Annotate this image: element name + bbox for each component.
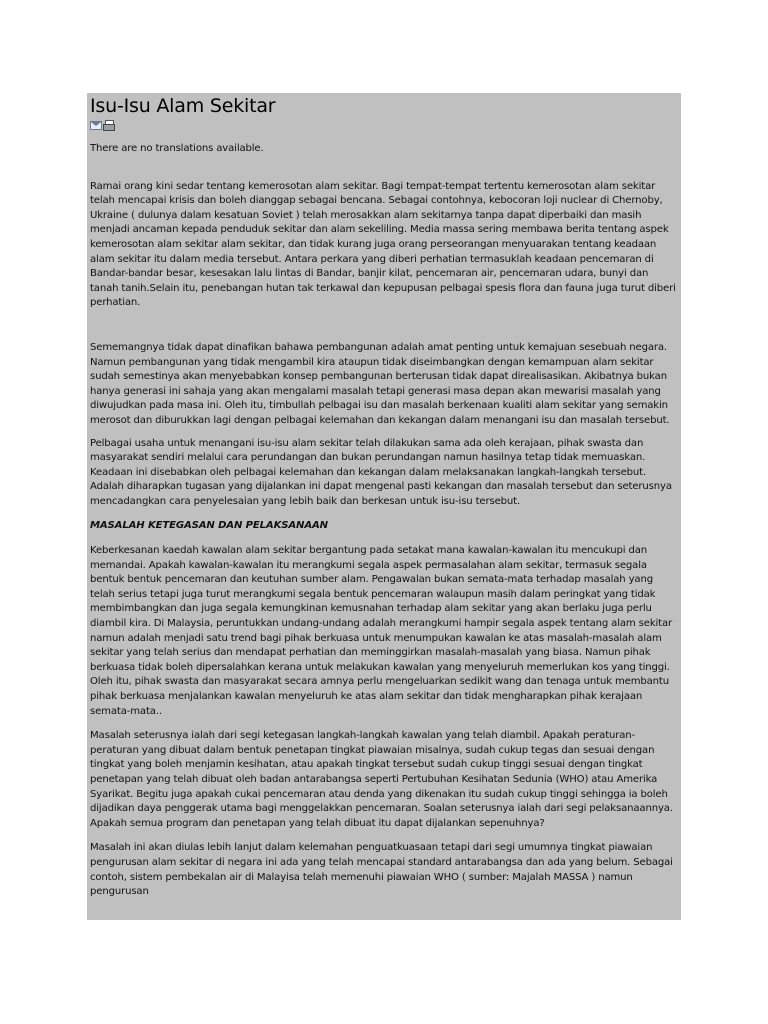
document-page (87, 93, 681, 920)
paragraph: Pelbagai usaha untuk menangani isu-isu alam sekitar telah dilakukan sama ada oleh kerajaan, pihak swasta dan masyarakat sendiri melalui cara perundangan dan bukan perundangan namun hasilnya tetap tidak memuaskan. Keadaan ini disebabkan oleh pelbagai kelemahan dan kekangan dalam melaksanakan langkah-langkah tersebut. Adalah diharapkan tugasan yang dijalankan ini dapat mengenal pasti kekangan dan masalah tersebut dan seterusnya mencadangkan cara penyelesaian yang lebih baik dan berkesan untuk isu-isu tersebut. (90, 437, 672, 507)
no-translations-notice: There are no translations available. (90, 143, 264, 154)
paragraph: Masalah seterusnya ialah dari segi ketegasan langkah-langkah kawalan yang telah diambil. Apakah peraturan-peraturan yang dibuat dalam bentuk penetapan tingkat piawaian misalnya, sudah cukup tegas dan sesuai dengan tingkat yang boleh menjamin kesihatan, atau apakah tingkat tersebut sudah cukup tinggi sesuai dengan tingkat penetapan yang telah dibuat oleh badan antarabangsa seperti Pertubuhan Kesihatan Sedunia (WHO) atau Amerika Syarikat. Begitu juga apakah cukai pencemaran atau denda yang dikenakan itu sudah cukup tinggi sehingga ia boleh dijadikan daya penggerak utama bagi menggelakkan pencemaran. Soalan seterusnya ialah dari segi pelaksanaannya. Apakah semua program dan penetapan yang telah dibuat itu dapat dijalankan sepenuhnya? (90, 730, 673, 829)
page-title: Isu-Isu Alam Sekitar (90, 95, 276, 117)
paragraph: Ramai orang kini sedar tentang kemerosotan alam sekitar. Bagi tempat-tempat tertentu kemerosotan alam sekitar telah mencapai krisis dan boleh dianggap sebagai bencana. Sebagai contohnya, kebocoran loji nuclear di Chernoby, Ukraine ( dulunya dalam kesatuan Soviet ) telah merosakkan alam sekitarnya tanpa dapat diperbaiki dan masih menjadi ancaman kepada penduduk sekitar dan alam sekeliling. Media massa sering membawa berita tentang aspek kemerosotan alam sekitar alam sekitar, dan tidak kurang juga orang perseorangan menyuarakan tentang keadaan alam sekitar itu dalam media tersebut. Antara perkara yang diberi perhatian termasuklah keadaan pencemaran di Bandar-bandar besar, kesesakan lalu lintas di Bandar, banjir kilat, pencemaran air, pencemaran udara, bunyi dan tanah tanih.Selain itu, penebangan hutan tak terkawal dan kepupusan pelbagai spesis flora dan fauna juga turut diberi perhatian. (90, 180, 676, 309)
paragraph: Sememangnya tidak dapat dinafikan bahawa pembangunan adalah amat penting untuk kemajuan sesebuah negara. Namun pembangunan yang tidak mengambil kira ataupun tidak diseimbangkan dengan kemampuan alam sekitar sudah semestinya akan menyebabkan konsep pembangunan berterusan tidak dapat direalisasikan. Akibatnya bukan hanya generasi ini sahaja yang akan mengalami masalah tetapi generasi masa depan akan mewarisi masalah yang diwujudkan pada masa ini. Oleh itu, timbullah pelbagai isu dan masalah berkenaan kualiti alam sekitar yang semakin merosot dan diburukkan lagi dengan pelbagai kelemahan dan kekangan dalam menangani isu dan masalah tersebut. (90, 341, 670, 426)
action-icons (90, 118, 678, 132)
mail-icon[interactable] (90, 121, 102, 130)
section-heading: MASALAH KETEGASAN DAN PELAKSANAAN (90, 520, 328, 532)
paragraph: Masalah ini akan diulas lebih lanjut dalam kelemahan penguatkuasaan tetapi dari segi umumnya tingkat piawaian pengurusan alam sekitar di negara ini ada yang telah mencapai standard antarabangsa dan ada yang belum. Sebagai contoh, sistem pembekalan air di Malayisa telah memenuhi piawaian WHO ( sumber: Majalah MASSA ) namun pengurusan (90, 842, 673, 898)
paragraph: Keberkesanan kaedah kawalan alam sekitar bergantung pada setakat mana kawalan-kawalan itu mencukupi dan memandai. Apakah kawalan-kawalan itu merangkumi segala aspek permasalahan alam sekitar, termasuk segala bentuk bentuk pencemaran dan keutuhan sumber alam. Pengawalan bukan semata-mata terhadap masalah yang telah serius tetapi juga turut merangkumi segala bentuk pencemaran walaupun masih dalam peringkat yang tidak membimbangkan dan juga segala kemungkinan kemusnahan terhadap alam sekitar yang akan berlaku juga perlu diambil kira. Di Malaysia, peruntukkan undang-undang adalah merangkumi hampir segala aspek tentang alam sekitar namun adalah menjadi satu trend bagi pihak berkuasa untuk menumpukan kawalan ke atas masalah-masalah alam sekitar yang telah serius dan mendapat perhatian dan meminggirkan masalah-masalah yang biasa. Namun pihak berkuasa tidak boleh dipersalahkan kerana untuk melakukan kawalan yang menyeluruh memerlukan kos yang tinggi. Oleh itu, pihak swasta dan masyarakat secara amnya perlu mengeluarkan sedikit wang dan tenaga untuk membantu pihak berkuasa menjalankan kawalan menyeluruh ke atas alam sekitar dan tidak mengharapkan pihak kerajaan semata-mata.. (90, 545, 673, 717)
print-icon[interactable] (103, 120, 115, 130)
